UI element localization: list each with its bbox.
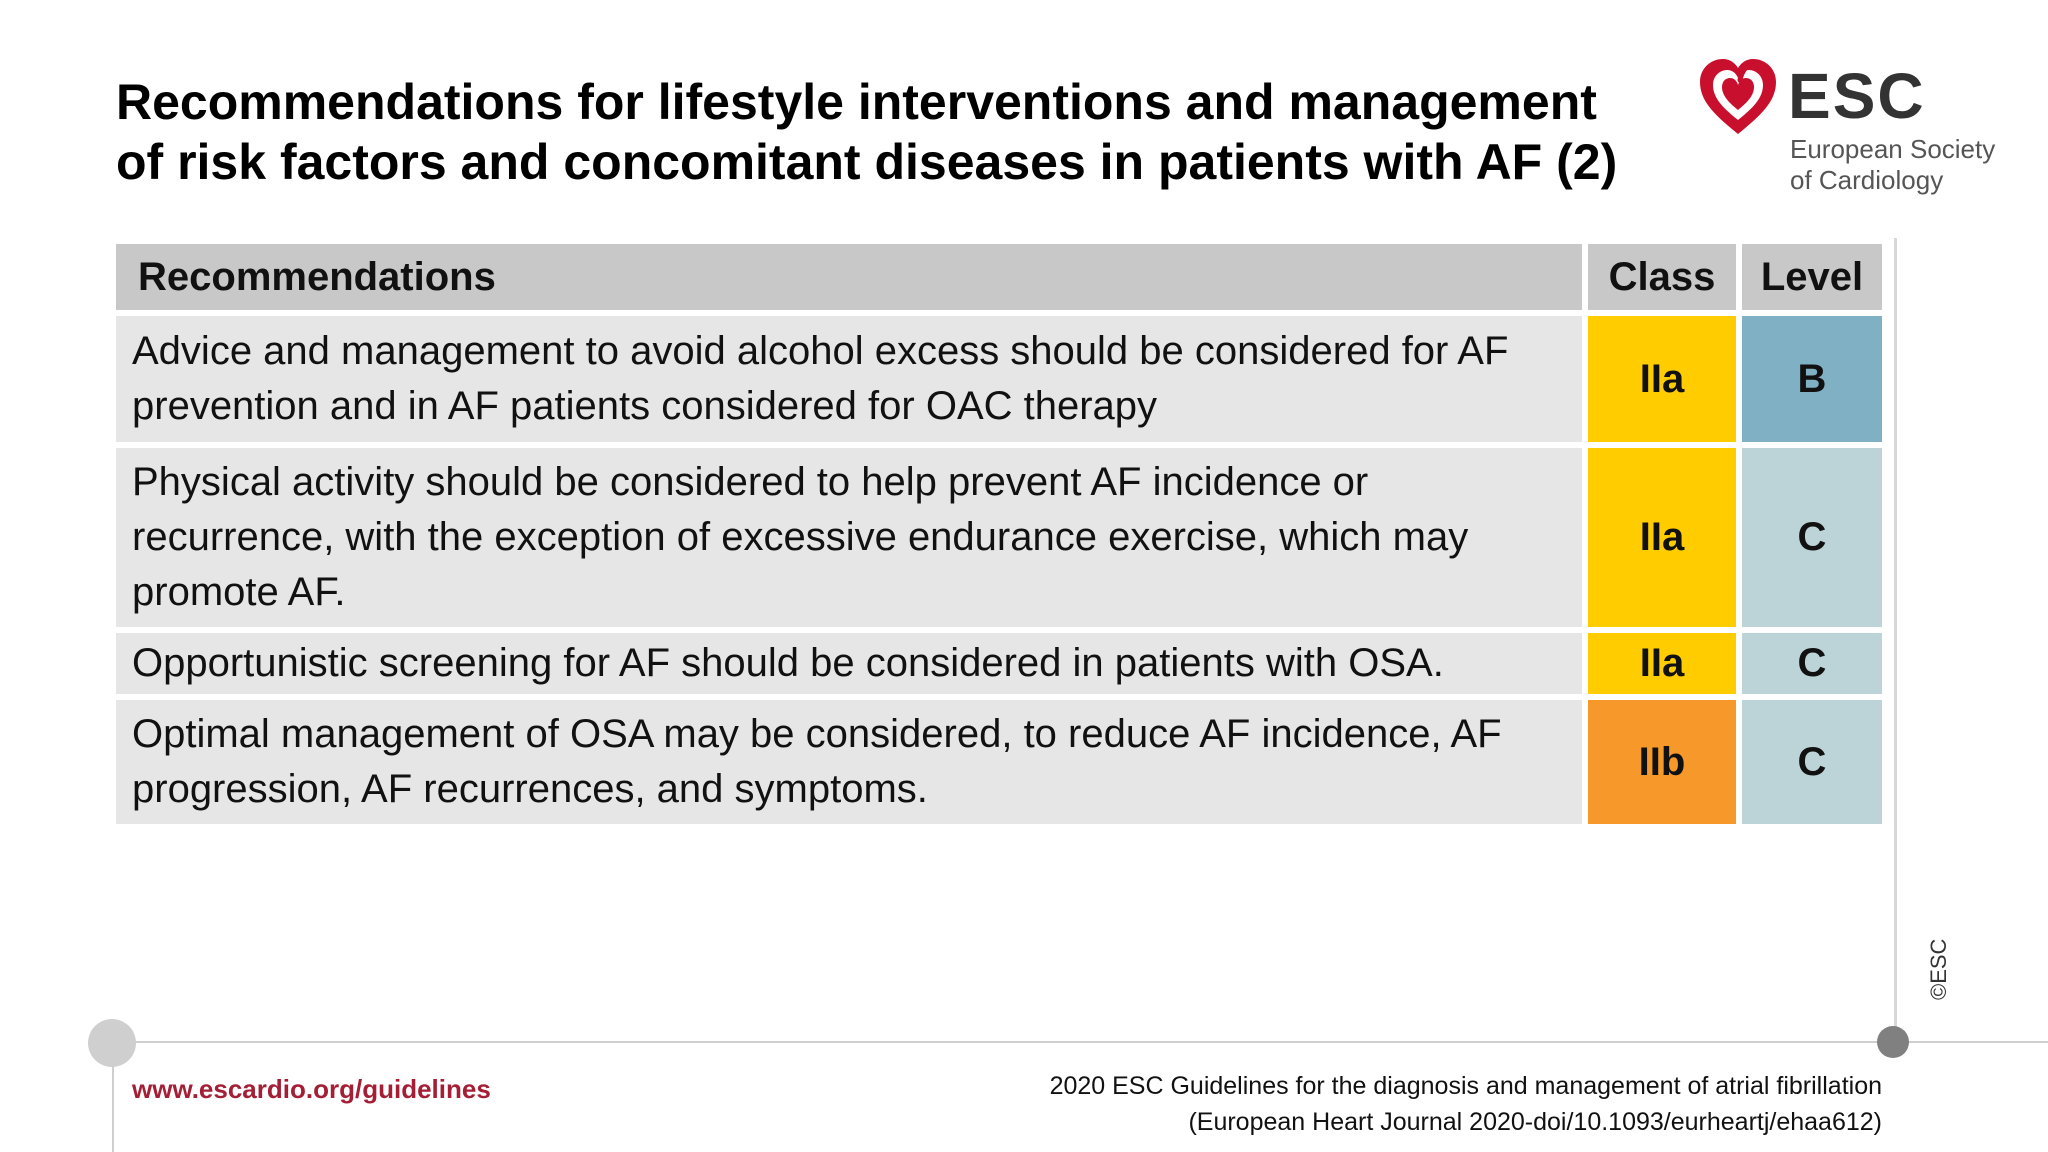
logo-abbreviation: ESC [1788,60,1926,132]
footer-divider [112,1041,2048,1043]
table-header-row [116,244,1882,310]
citation-line-2: (European Heart Journal 2020-doi/10.1093/eurheartj/ehaa612) [1188,1108,1882,1136]
table-row [116,633,1882,694]
slide-title-line-2: of risk factors and concomitant diseases in patients with AF (2) [116,134,1618,190]
guidelines-link[interactable]: www.escardio.org/guidelines [132,1074,491,1104]
footer-right-dot [1877,1026,1909,1058]
recommendation-text: Advice and management to avoid alcohol excess should be considered for AF prevention and in AF patients considered for OAC therapy [116,316,1582,442]
class-badge: IIa [1588,633,1736,694]
table-row [116,700,1882,824]
logo-name-line-2: of Cardiology [1790,165,1944,195]
recommendation-text: Physical activity should be considered to help prevent AF incidence or recurrence, with the exception of excessive endurance exercise, which may promote AF. [116,448,1582,627]
recommendations-table [116,244,1882,830]
recommendation-text: Opportunistic screening for AF should be considered in patients with OSA. [116,633,1582,694]
class-badge: IIa [1588,448,1736,627]
heart-icon [1696,56,1780,140]
level-badge: C [1742,700,1882,824]
footer-left-dot [88,1019,136,1067]
level-badge: B [1742,316,1882,442]
esc-logo [1696,56,2006,206]
right-divider [1894,238,1897,1038]
header-level: Level [1742,244,1882,310]
level-badge: C [1742,633,1882,694]
slide-title [116,72,1676,192]
class-badge: IIa [1588,316,1736,442]
header-class: Class [1588,244,1736,310]
header-recommendations: Recommendations [116,244,1582,310]
table-row [116,316,1882,442]
logo-name [1790,134,2020,196]
logo-name-line-1: European Society [1790,134,1996,164]
citation [1050,1068,1882,1140]
citation-line-1: 2020 ESC Guidelines for the diagnosis and management of atrial fibrillation [1049,1072,1882,1100]
table-row [116,448,1882,627]
recommendation-text: Optimal management of OSA may be considered, to reduce AF incidence, AF progression, AF recurrences, and symptoms. [116,700,1582,824]
class-badge: IIb [1588,700,1736,824]
copyright-label: ©ESC [1926,938,1951,1000]
level-badge: C [1742,448,1882,627]
slide-title-line-1: Recommendations for lifestyle interventions and management [116,74,1597,130]
